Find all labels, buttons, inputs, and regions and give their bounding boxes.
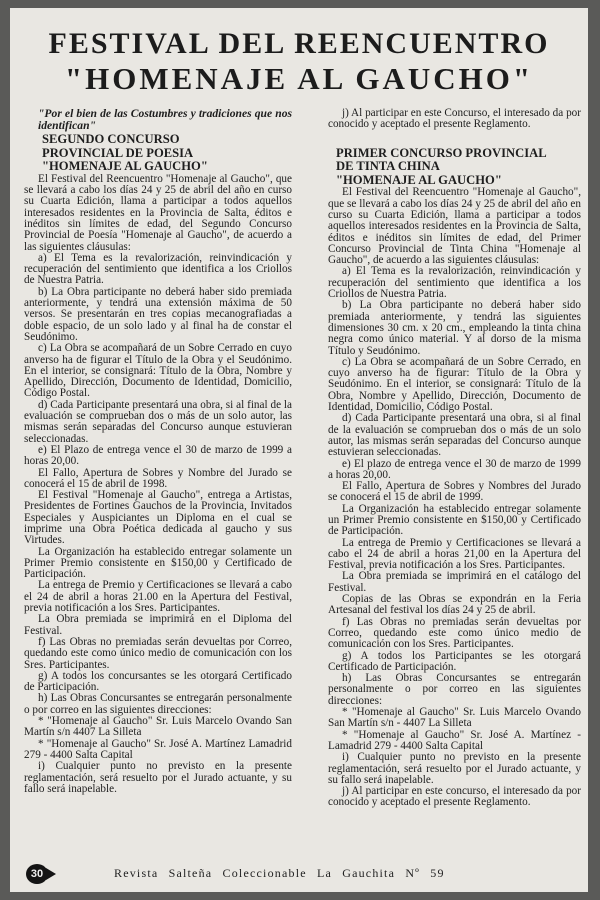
ink-rule-paragraph: d) Cada Participante presentará una obra, si al final de la evaluación se comprueban dos o más de un solo autor, las mismas serán separadas del Concurso aunque estuvieran seleccionadas. [328,412,581,459]
title-line-1: FESTIVAL DEL REENCUENTRO [48,27,550,60]
left-column [24,108,292,848]
ink-rule-paragraph: La Obra premiada se imprimirá en el catálogo del Festival. [328,570,581,594]
poetry-rule-paragraph: b) La Obra participante no deberá haber sido premiada anteriormente, y tendrá una extensión máxima de 50 versos. Se presentarán en tres copias mecanografiadas a doble espacio, de un solo lado y al final ha de constar el Seudónimo. [24,285,292,343]
poetry-rule-paragraph: El Fallo, Apertura de Sobres y Nombre del Jurado se conocerá el 15 de abril de 1998. [24,466,292,490]
poetry-rule-paragraph: c) La Obra se acompañará de un Sobre Cerrado en cuyo anverso ha de figurar el Título de la Obra y el Seudónimo. En el interior, se consignará: Título de la Obra, Nombre y Apellido, Dirección, Documento de Identidad, Domicilio, Código Postal. [24,342,292,400]
ink-rule-paragraph: Copias de las Obras se expondrán en la Feria Artesanal del festival los días 24 y 25 de abril. [328,593,581,617]
poetry-rule-paragraph: El Festival "Homenaje al Gaucho", entrega a Artistas, Presidentes de Fortines Gauchos de la Provincia, Invitados Especiales y Auspiciantes un Diploma en el cual se imprime una Obra Poética dedicada al gaucho y sus Virtudes. [24,489,292,547]
poetry-heading-line-1: SEGUNDO CONCURSO [42,132,180,146]
ink-rule-paragraph: a) El Tema es la revalorización, reinvindicación y recuperación del sentimiento que identifica a los Criollos de Nuestra Patria. [328,265,581,301]
ink-rule-paragraph: e) El plazo de entrega vence el 30 de marzo de 1999 a horas 20,00. [328,457,581,481]
ink-rule-paragraph: c) La Obra se acompañará de un Sobre Cerrado, en cuyo anverso ha de figurar: Título de la Obra y Seudónimo. En el interior, se consignará: Título de la Obra, Nombre y Apellido, Dirección, Documento de Identidad, Domicilio, Código Postal. [328,355,581,414]
poetry-rules [24,174,292,795]
ink-rule-paragraph: g) A todos los Participantes se les otorgará Certificado de Participación. [328,649,581,673]
poetry-heading-line-3: "HOMENAJE AL GAUCHO" [42,159,208,174]
poetry-rule-paragraph: a) El Tema es la revalorización, reinvindicación y recuperación del sentimiento que identifica a los Criollos de Nuestra Patria. [24,251,292,287]
poetry-heading-line-2: PROVINCIAL DE POESIA [42,145,194,160]
poetry-rule-paragraph: g) A todos los concursantes se les otorgará Certificado de Participación. [24,669,292,694]
right-column [328,108,581,848]
ink-heading-line-3: "HOMENAJE AL GAUCHO" [336,172,502,187]
ink-rule-paragraph: b) La Obra participante no deberá haber sido premiada anteriormente, y tendrá las siguientes dimensiones 30 cm. x 20 cm., empleando la tinta china negra como único material. Y al dorso de la misma Título y Seudónimo. [328,299,581,357]
poetry-rule-paragraph: h) Las Obras Concursantes se entregarán personalmente o por correo en las siguientes direcciones: [24,692,292,716]
footer-publication: Revista Salteña Coleccionable La Gauchita Nº 59 [114,866,445,880]
ink-rule-paragraph: i) Cualquier punto no previsto en la presente reglamentación, será resuelto por el Jurado actuante, y su fallo será inapelable. [328,751,581,786]
poetry-rule-paragraph: f) Las Obras no premiadas serán devueltas por Correo, quedando este como único medio de comunicación con los Sres. Participantes. [24,635,292,671]
page-number: 30 [26,864,48,884]
ink-rule-paragraph: * "Homenaje al Gaucho" Sr. Luis Marcelo Ovando San Martín s/n - 4407 La Silleta [328,706,581,730]
poetry-rule-paragraph: La Obra premiada se imprimirá en el Diploma del Festival. [24,613,292,637]
previous-page-continuation: j) Al participar en este Concurso, el interesado da por conocido y aceptado el presente Reglamento. [328,108,581,131]
poetry-rule-paragraph: d) Cada Participante presentará una obra, si al final de la evaluación se comprueban dos o más de un solo autor, las mismas serán separadas del Concurso aunque estuvieran seleccionadas. [24,398,292,445]
motto-quote: "Por el bien de las Costumbres y tradiciones que nos identifican" [38,108,292,132]
ink-rule-paragraph: La Organización ha establecido entregar solamente un Primer Premio consistente en $150,00 y Certificado de Participación. [328,502,581,538]
poetry-rule-paragraph: La Organización ha establecido entregar solamente un Primer Premio consistente en $150,00 y Certificado de Participación. [24,545,292,581]
poetry-rule-paragraph: e) El Plazo de entrega vence el 30 de marzo de 1999 a horas 20,00. [24,443,292,468]
ink-rule-paragraph: El Festival del Reencuentro "Homenaje al Gaucho", que se llevará a cabo los días 24 y 25 de abril del año en curso su Cuarta Edición, llama a participar a todos aquellos interesados residentes en la Provincia de Salta, éditos e inéditos sin límites de edad, del Primer Concurso Provincial de Tinta China "Homenaje al Gaucho", de acuerdo a las siguientes cláusulas: [328,186,581,267]
ink-rule-paragraph: h) Las Obras Concursantes se entregarán personalmente o por correo en las siguientes direcciones: [328,672,581,707]
ink-rule-paragraph: f) Las Obras no premiadas serán devueltas por Correo, quedando este como único medio de comunicación con los Sres. Participantes. [328,615,581,651]
poetry-rule-paragraph: * "Homenaje al Gaucho" Sr. José A. Martínez Lamadrid 279 - 4400 Salta Capital [24,737,292,761]
ink-rules [328,187,581,808]
poetry-rule-paragraph: * "Homenaje al Gaucho" Sr. Luis Marcelo Ovando San Martín s/n 4407 La Silleta [24,715,292,739]
magazine-page [10,8,588,892]
page-footer [10,864,588,888]
page-number-arrow-icon [46,868,56,880]
poetry-rule-paragraph: El Festival del Reencuentro "Homenaje al Gaucho", que se llevará a cabo los días 24 y 25 de abril del año en curso su Cuarta Edición, llama a participar a todos aquellos interesados residentes en la Provincia de Salta, éditos e inéditos sin límites de edad, del Segundo Concurso Provincial de Poesía "Homenaje al Gaucho", de acuerdo a las siguientes cláusulas: [24,172,292,253]
ink-rule-paragraph: El Fallo, Apertura de Sobres y Nombres del Jurado se conocerá el 15 de abril de 1999. [328,480,581,504]
title-line-2: "HOMENAJE AL GAUCHO" [64,61,534,96]
ink-rule-paragraph: j) Al participar en este concurso, el interesado da por conocido y aceptado el presente Reglamento. [328,785,581,809]
poetry-rule-paragraph: i) Cualquier punto no previsto en la presente reglamentación, será resuelto por el Jurado actuante, y su fallo será inapelable. [24,760,292,795]
poetry-rule-paragraph: La entrega de Premio y Certificaciones se llevará a cabo el 24 de abril a horas 21.00 en la Apertura del Festival, previa notificación a los Sres. Participantes. [24,579,292,615]
ink-rule-paragraph: * "Homenaje al Gaucho" Sr. José A. Martínez - Lamadrid 279 - 4400 Salta Capital [328,728,581,752]
ink-heading-line-2: DE TINTA CHINA [336,159,440,174]
ink-rule-paragraph: La entrega de Premio y Certificaciones se llevará a cabo el 24 de abril a horas 21,00 en la Apertura del Festival, previa notificación a los Sres. Participantes. [328,536,581,572]
ink-heading-line-1: PRIMER CONCURSO PROVINCIAL [336,145,547,160]
